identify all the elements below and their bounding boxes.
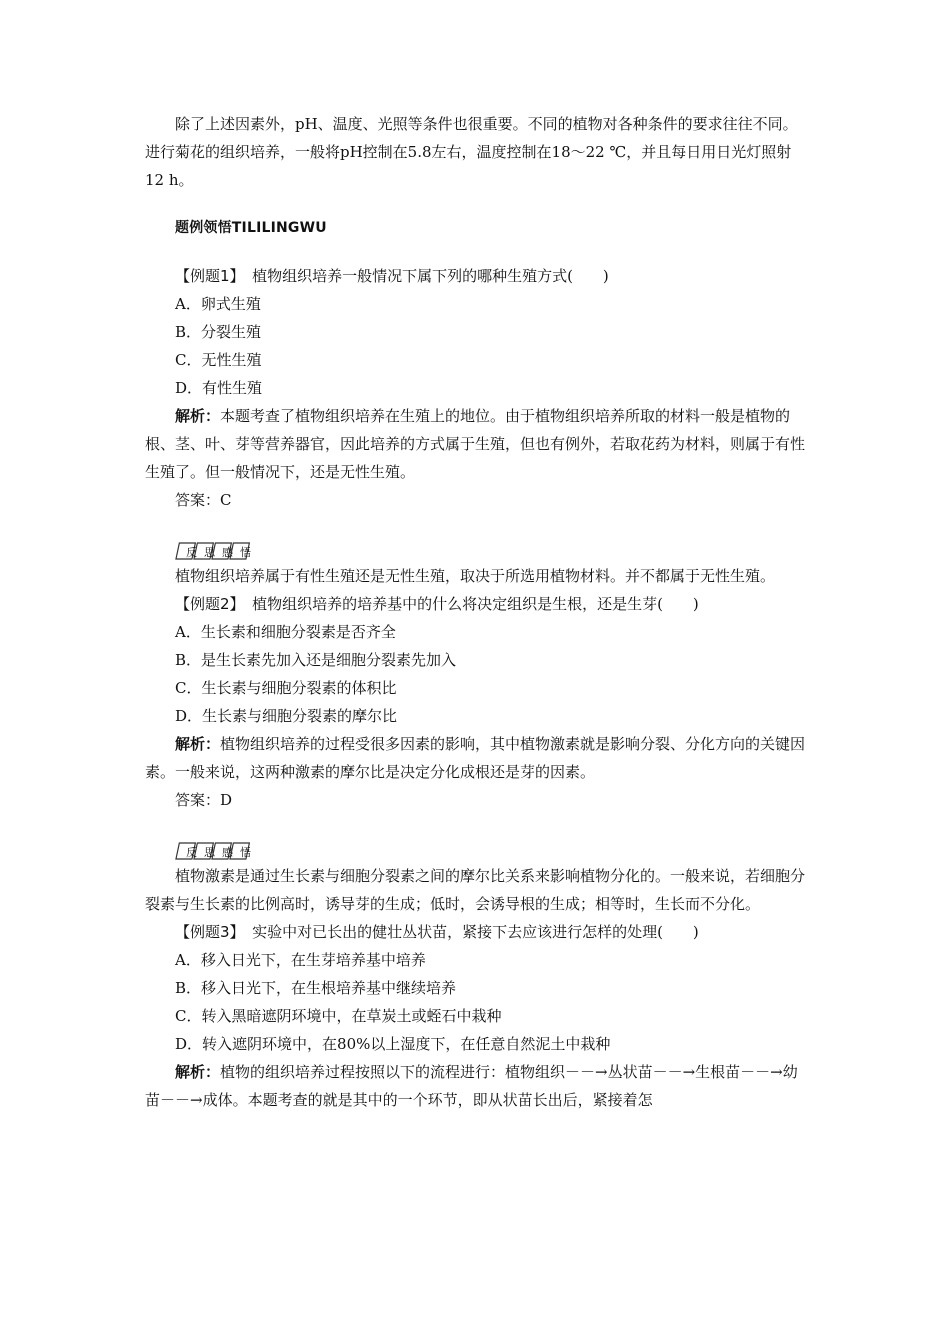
example-2-analysis [145, 730, 809, 786]
example-1-question [145, 262, 809, 290]
reflect-badge-icon [175, 840, 251, 862]
example-3-option-d: D．转入遮阴环境中，在80%以上湿度下，在任意自然泥土中栽种 [175, 1035, 611, 1053]
example-1-answer-value: C [220, 491, 232, 509]
example-2-question-text: 植物组织培养的培养基中的什么将决定组织是生根，还是生芽( ) [252, 595, 699, 613]
reflect-badge-icon [175, 540, 251, 562]
example-3-option-c: C．转入黑暗遮阴环境中，在草炭土或蛭石中栽种 [175, 1007, 502, 1025]
section-title: 题例领悟TILILINGWU [175, 220, 327, 236]
reflect-badge-1 [145, 536, 809, 562]
reflect-char: 感 [222, 546, 233, 559]
reflect-char: 反 [186, 846, 197, 859]
example-2-answer [145, 786, 809, 814]
example-1-answer [145, 486, 809, 514]
example-2-reflection: 植物激素是通过生长素与细胞分裂素之间的摩尔比关系来影响植物分化的。一般来说，若细胞分裂素与生长素的比例高时，诱导芽的生成；低时，会诱导根的生成；相等时，生长而不分化。 [145, 867, 806, 913]
example-1-question-text: 植物组织培养一般情况下属下列的哪种生殖方式( ) [252, 267, 609, 285]
intro-paragraph: 除了上述因素外，pH、温度、光照等条件也很重要。不同的植物对各种条件的要求往往不同。进行菊花的组织培养，一般将pH控制在5.8左右，温度控制在18～22 ℃，并且每日用日光灯照射12 h。 [145, 115, 798, 189]
example-2-answer-value: D [220, 791, 233, 809]
example-1-option-c: C．无性生殖 [175, 351, 262, 369]
reflect-char: 反 [186, 546, 197, 559]
reflect-char: 思 [204, 846, 215, 859]
answer-label: 答案： [175, 791, 221, 809]
example-3-option-b: B．移入日光下，在生根培养基中继续培养 [175, 979, 457, 997]
reflect-char: 感 [222, 846, 233, 859]
reflect-char: 悟 [240, 846, 251, 859]
example-3-analysis [145, 1058, 809, 1114]
example-3-analysis-text: 植物的组织培养过程按照以下的流程进行：植物组织－－→丛状苗－－→生根苗－－→幼苗－－→成体。本题考查的就是其中的一个环节，即从状苗长出后，紧接着怎 [145, 1063, 798, 1109]
analysis-label: 解析： [175, 735, 221, 753]
reflect-char: 悟 [240, 546, 251, 559]
example-3-tag: 【例题3】 [175, 923, 238, 941]
example-2-option-a: A．生长素和细胞分裂素是否齐全 [175, 623, 396, 641]
answer-label: 答案： [175, 491, 221, 509]
example-1-tag: 【例题1】 [175, 267, 238, 285]
example-2-tag: 【例题2】 [175, 595, 238, 613]
example-2-question [145, 590, 809, 618]
example-1-option-b: B．分裂生殖 [175, 323, 262, 341]
reflect-badge-2 [145, 836, 809, 862]
example-1-option-d: D．有性生殖 [175, 379, 263, 397]
example-3-option-a: A．移入日光下，在生芽培养基中培养 [175, 951, 426, 969]
example-1-reflection: 植物组织培养属于有性生殖还是无性生殖，取决于所选用植物材料。并不都属于无性生殖。 [175, 567, 776, 585]
example-3-question [145, 918, 809, 946]
example-1-analysis [145, 402, 809, 486]
example-2-analysis-text: 植物组织培养的过程受很多因素的影响，其中植物激素就是影响分裂、分化方向的关键因素。一般来说，这两种激素的摩尔比是决定分化成根还是芽的因素。 [145, 735, 806, 781]
example-2-option-d: D．生长素与细胞分裂素的摩尔比 [175, 707, 398, 725]
document-page [145, 110, 809, 1114]
reflect-char: 思 [204, 546, 215, 559]
example-2-option-b: B．是生长素先加入还是细胞分裂素先加入 [175, 651, 457, 669]
example-1-analysis-text: 本题考查了植物组织培养在生殖上的地位。由于植物组织培养所取的材料一般是植物的根、茎、叶、芽等营养器官，因此培养的方式属于生殖，但也有例外，若取花药为材料，则属于有性生殖了。但一般情况下，还是无性生殖。 [145, 407, 806, 481]
example-2-option-c: C．生长素与细胞分裂素的体积比 [175, 679, 397, 697]
analysis-label: 解析： [175, 407, 221, 425]
example-1-option-a: A．卵式生殖 [175, 295, 261, 313]
example-3-question-text: 实验中对已长出的健壮丛状苗，紧接下去应该进行怎样的处理( ) [252, 923, 699, 941]
analysis-label: 解析： [175, 1063, 221, 1081]
